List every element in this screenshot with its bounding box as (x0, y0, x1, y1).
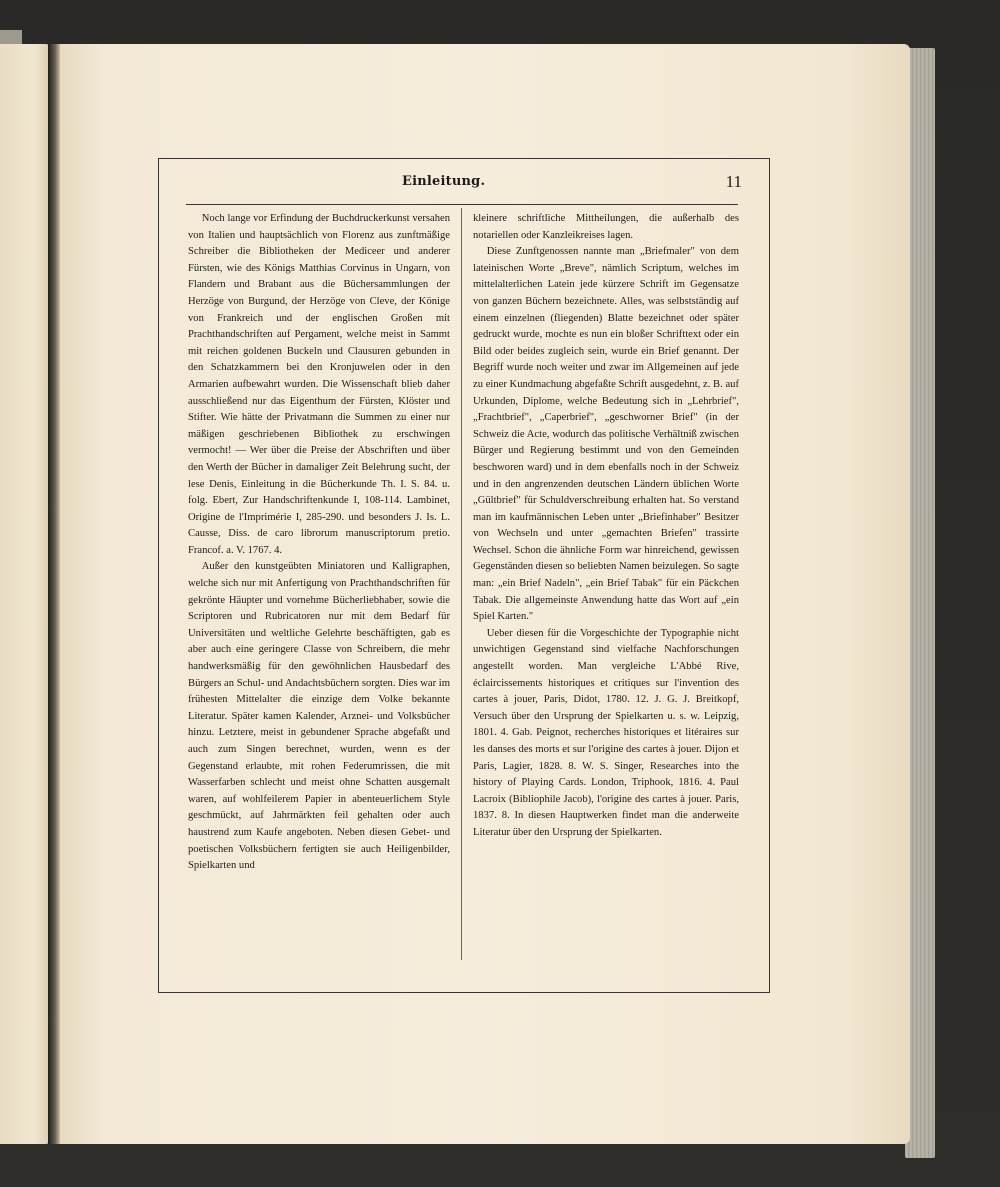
header-rule (186, 204, 738, 205)
paragraph: Außer den kunstgeübten Miniatoren und Kalligraphen, welche sich nur mit Anfertigung von Prachthandschriften für gekrönte Häupter und vornehme Bücherliebhaber, sowie die Scriptoren und Rubricatoren nur mit dem Bedarf für Universitäten und weltliche Gelehrte beschäftigten, gab es aber auch eine geringere Classe von Schreibern, die mehr handwerksmäßig für den gewöhnlichen Hausbedarf des Bürgers an Schul- und Andachtsbüchern sorgten. Dies war im frühesten Mittelalter die einzige dem Volke bekannte Literatur. Später kamen Kalender, Arznei- und Volksbücher hinzu. Letztere, meist in gebundener Sprache abgefaßt und auch zum Singen berechnet, wurden, wenn es der Gegenstand erlaubte, mit rohen Federumrissen, die mit Wasserfarben schlecht und meist ohne Schatten ausgemalt waren, auf wohlfeilerem Papier in abenteuerlichem Style geschmückt, auf Jahrmärkten feil gehalten oder auch haustrend zum Kaufe angeboten. Neben diesen Gebet- und poetischen Volksbüchern fertigten sie auch Heiligenbilder, Spielkarten und (188, 561, 450, 872)
running-head: Einleitung. (402, 174, 486, 189)
page-number: 11 (725, 172, 742, 191)
paragraph: Diese Zunftgenossen nannte man „Briefmaler" von dem lateinischen Worte „Breve", nämlich Scriptum, welches im mittelalterlichen Latein jede kürzere Schrift im Gegensatze von ganzen Büchern bezeichnete. Alles, was selbstständig auf einem einzelnen (fliegenden) Blatte bezeichnet oder später gedruckt wurde, mochte es nun ein bloßer Schrifttext oder ein Bild oder beides zugleich sein, wurde ein Brief genannt. Der Begriff wurde noch weiter und zwar im Allgemeinen auf jede zu einer Kundmachung abgefaßte Schrift ausgedehnt, z. B. auf Urkunden, Diplome, welche Bedeutung sich in „Lehrbrief", „Frachtbrief", „Caperbrief", „geschworner Brief" (in der Schweiz die Acte, wodurch das politische Verhältniß zwischen Bürger und Regierung bestimmt und von den Gemeinden beschworen ward) und in dem ebenfalls noch in der Schweiz und in den angrenzenden deutschen Ländern üblichen Worte „Gültbrief" für Schuldverschreibung erhalten hat. So verstand man im kaufmännischen Leben unter „Briefinhaber" Besitzer von Wechseln und unter „gemachten Briefen" trassirte Wechsel. Schon die ähnliche Form war hinreichend, gewissen Gegenständen diesen so beliebten Namen beizulegen. So sagte man: „ein Brief Nadeln", „ein Brief Tabak" für ein Päckchen Tabak. Die allgemeinste Anwendung hatte das Wort auf „ein Spiel Karten." (473, 246, 739, 623)
column-separator (461, 208, 462, 960)
page-header (172, 172, 742, 196)
book-gutter (48, 44, 60, 1144)
paragraph: Ueber diesen für die Vorgeschichte der Typographie nicht unwichtigen Gegenstand sind vielfache Nachforschungen angestellt worden. Man vergleiche L'Abbé Rive, éclaircissements historiques et critiques sur l'invention des cartes à jouer, Paris, Didot, 1780. 12. J. G. J. Breitkopf, Versuch über den Ursprung der Spielkarten u. s. w. Leipzig, 1801. 4. Gab. Peignot, recherches historiques et litéraires sur les danses des morts et sur l'origine des cartes à jouer. Dijon et Paris, Lagier, 1828. 8. W. S. Singer, Researches into the history of Playing Cards. London, Triphook, 1816. 4. Paul Lacroix (Bibliophile Jacob), l'origine des cartes à jouer. Paris, 1837. 8. In diesen Hauptwerken findet man die anderweite Literatur über den Ursprung der Spielkarten. (473, 627, 739, 838)
paragraph: Noch lange vor Erfindung der Buchdruckerkunst versahen von Italien und hauptsächlich von Florenz aus zunftmäßige Schreiber die Bibliotheken der Mediceer und anderer Fürsten, wie des Königs Matthias Corvinus in Ungarn, von Flandern und Brabant aus die Büchersammlungen der Herzöge von Burgund, der Herzöge von Cleve, der Könige von Frankreich und der englischen Großen mit Prachthandschriften auf Pergament, welche meist in Sammt mit reichen goldenen Buckeln und Clausuren gebunden in den Schatzkammern bei den Kronjuwelen oder in den Armarien aufbewahrt wurden. Die Wissenschaft blieb daher ausschließend nur das Eigenthum der Fürsten, Klöster und Stifter. Wie hätte der Privatmann die Summen zu einer nur mäßigen geschriebenen Bibliothek zu erschwingen vermocht! — Wer über die Preise der Abschriften und über den Werth der Bücher in damaliger Zeit Belehrung sucht, der lese Denis, Einleitung in die Bücherkunde Th. I. S. 84. u. folg. Ebert, Zur Handschriftenkunde I, 108-114. Lambinet, Origine de l'Imprimérie I, 285-290. und besonders J. Is. L. Causse, Diss. de caro librorum manuscriptorum pretio. Francof. a. V. 1767. 4. (188, 213, 450, 556)
right-column (473, 211, 739, 842)
left-column (188, 211, 450, 875)
facing-page-edge (0, 44, 50, 1144)
paragraph: kleinere schriftliche Mittheilungen, die außerhalb des notariellen oder Kanzleikreises lagen. (473, 213, 739, 241)
